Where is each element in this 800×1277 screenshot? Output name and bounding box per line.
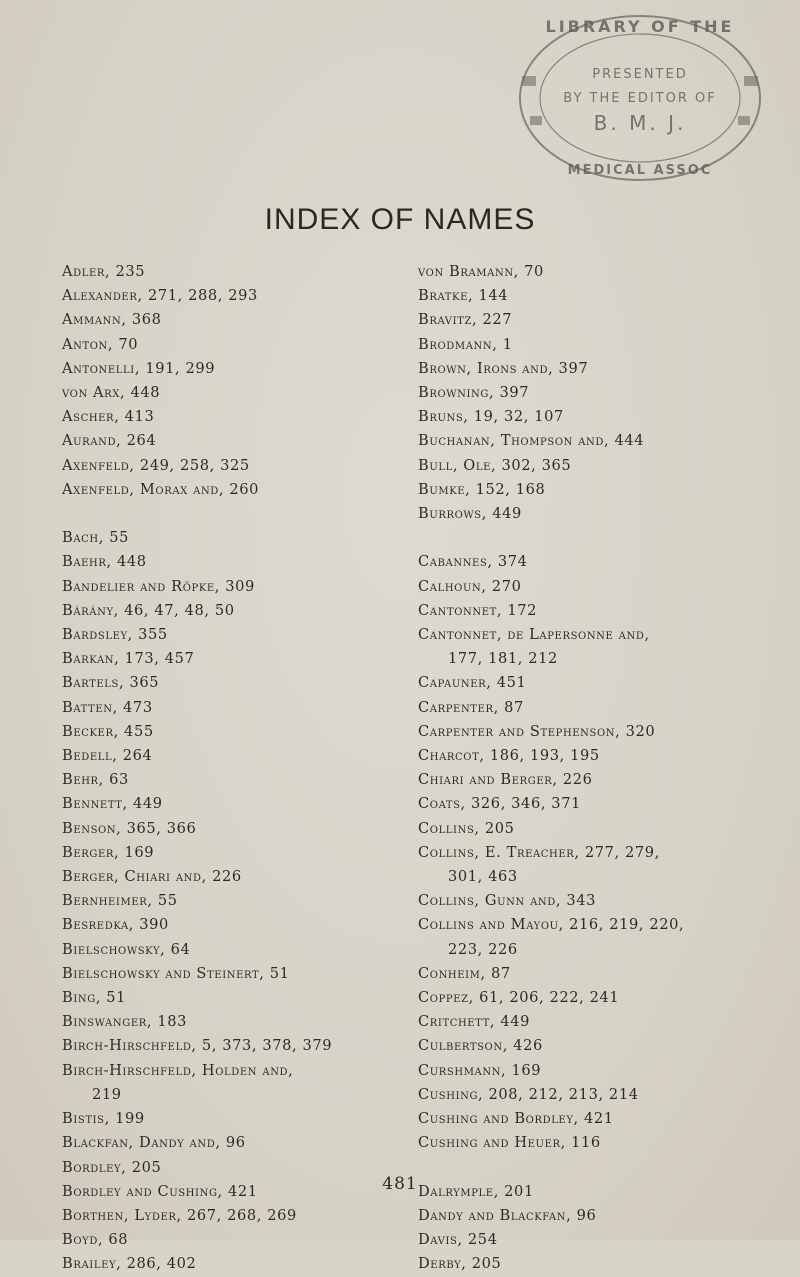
index-entry: Bordley, 205 xyxy=(62,1158,162,1176)
library-stamp-seal xyxy=(508,6,773,191)
index-entry: Critchett, 449 xyxy=(418,1013,531,1031)
index-entry: Bach, 55 xyxy=(62,529,129,547)
index-entry-continuation: 219 xyxy=(92,1085,122,1103)
index-entry: Brodmann, 1 xyxy=(418,335,513,353)
index-entry: Bardsley, 355 xyxy=(62,626,168,644)
index-entry: Becker, 455 xyxy=(62,722,154,740)
index-entry: Bing, 51 xyxy=(62,989,127,1007)
index-entry: Collins, 205 xyxy=(418,819,515,837)
index-title: INDEX OF NAMES xyxy=(264,203,536,236)
index-entry: Coppez, 61, 206, 222, 241 xyxy=(418,989,620,1007)
index-entry: Benson, 365, 366 xyxy=(62,819,197,837)
index-entry: Dandy and Blackfan, 96 xyxy=(418,1206,597,1224)
index-entry: Coats, 326, 346, 371 xyxy=(418,795,581,813)
svg-text:MEDICAL ASSOC: MEDICAL ASSOC xyxy=(567,163,713,178)
index-entry: Bedell, 264 xyxy=(62,747,153,765)
index-entry: Davis, 254 xyxy=(418,1231,498,1249)
index-entry: Derby, 205 xyxy=(418,1255,502,1273)
index-entry: Brown, Irons and, 397 xyxy=(418,359,589,377)
svg-text:B. M. J.: B. M. J. xyxy=(593,111,687,135)
index-entry-continuation: 301, 463 xyxy=(448,868,518,886)
index-entry: Adler, 235 xyxy=(62,263,146,280)
index-entry: Bravitz, 227 xyxy=(418,311,513,329)
section-gap xyxy=(62,502,392,526)
index-entry: von Arx, 448 xyxy=(62,384,161,402)
index-entry: Boyd, 68 xyxy=(62,1231,129,1249)
index-entry: Axenfeld, 249, 258, 325 xyxy=(62,456,250,474)
section-gap xyxy=(418,526,788,550)
index-entry: Conheim, 87 xyxy=(418,964,511,982)
index-entry: Axenfeld, Morax and, 260 xyxy=(62,480,260,498)
index-entry: Barkan, 173, 457 xyxy=(62,650,195,668)
index-entry: Bernheimer, 55 xyxy=(62,892,178,910)
index-entry: Bielschowsky and Steinert, 51 xyxy=(62,964,290,982)
index-entry: Carpenter and Stephenson, 320 xyxy=(418,722,656,740)
index-entry: Blackfan, Dandy and, 96 xyxy=(62,1134,246,1152)
index-entry: Burrows, 449 xyxy=(418,505,522,523)
index-right-column xyxy=(418,260,788,1277)
index-entry: Baehr, 448 xyxy=(62,553,147,571)
index-entry: Capauner, 451 xyxy=(418,674,527,692)
index-left-column xyxy=(62,260,392,1277)
index-entry: Bennett, 449 xyxy=(62,795,163,813)
index-entry: Borthen, Lyder, 267, 268, 269 xyxy=(62,1206,297,1224)
index-entry: Alexander, 271, 288, 293 xyxy=(62,287,258,305)
index-entry: Cushing and Heuer, 116 xyxy=(418,1134,601,1152)
index-entry: Cantonnet, de Lapersonne and, xyxy=(418,626,650,644)
index-entry: Ammann, 368 xyxy=(62,311,162,329)
index-entry: Brailey, 286, 402 xyxy=(62,1255,197,1273)
index-entry: Bordley and Cushing, 421 xyxy=(62,1182,258,1200)
index-entry: Batten, 473 xyxy=(62,698,153,716)
index-entry: Birch-Hirschfeld, 5, 373, 378, 379 xyxy=(62,1037,333,1055)
index-entry: Chiari and Berger, 226 xyxy=(418,771,593,789)
index-entry: Collins, E. Treacher, 277, 279, xyxy=(418,843,660,861)
index-entry: Bull, Ole, 302, 365 xyxy=(418,456,572,474)
index-entry: Bárány, 46, 47, 48, 50 xyxy=(62,601,235,619)
svg-text:LIBRARY OF THE: LIBRARY OF THE xyxy=(545,17,735,36)
index-entry: Behr, 63 xyxy=(62,771,129,789)
index-entry: Anton, 70 xyxy=(62,335,139,353)
index-entry: Cushing, 208, 212, 213, 214 xyxy=(418,1085,639,1103)
index-entry: Cushing and Bordley, 421 xyxy=(418,1110,614,1128)
index-entry: Curshmann, 169 xyxy=(418,1061,542,1079)
index-entry: Bistis, 199 xyxy=(62,1110,145,1128)
index-entry: Berger, 169 xyxy=(62,843,155,861)
index-entry: Bielschowsky, 64 xyxy=(62,940,191,958)
index-entry: Bruns, 19, 32, 107 xyxy=(418,408,564,426)
index-entry: Bandelier and Röpke, 309 xyxy=(62,577,255,595)
index-entry-continuation: 177, 181, 212 xyxy=(448,650,558,668)
index-entry: Browning, 397 xyxy=(418,384,530,402)
index-entry: Berger, Chiari and, 226 xyxy=(62,868,242,886)
index-entry: Bratke, 144 xyxy=(418,287,509,305)
index-entry: Cabannes, 374 xyxy=(418,553,528,571)
index-entry: Calhoun, 270 xyxy=(418,577,522,595)
index-entry: Culbertson, 426 xyxy=(418,1037,543,1055)
index-entry: Collins and Mayou, 216, 219, 220, xyxy=(418,916,685,934)
svg-text:PRESENTED: PRESENTED xyxy=(592,67,688,82)
index-entry: Aurand, 264 xyxy=(62,432,157,450)
index-entry: Binswanger, 183 xyxy=(62,1013,187,1031)
index-entry: Antonelli, 191, 299 xyxy=(62,359,216,377)
index-entry: Birch-Hirschfeld, Holden and, xyxy=(62,1061,294,1079)
index-entry: Buchanan, Thompson and, 444 xyxy=(418,432,645,450)
index-entry: Ascher, 413 xyxy=(62,408,155,426)
index-entry: Besredka, 390 xyxy=(62,916,169,934)
index-entry: Bartels, 365 xyxy=(62,674,160,692)
index-entry: Bumke, 152, 168 xyxy=(418,480,546,498)
index-entry: Collins, Gunn and, 343 xyxy=(418,892,597,910)
svg-text:BY THE EDITOR OF: BY THE EDITOR OF xyxy=(563,91,717,106)
index-entry-continuation: 223, 226 xyxy=(448,940,518,958)
index-entry: Dalrymple, 201 xyxy=(418,1182,534,1200)
index-entry: Cantonnet, 172 xyxy=(418,601,538,619)
index-entry: Charcot, 186, 193, 195 xyxy=(418,747,600,765)
page-number: 481 xyxy=(382,1174,418,1194)
index-entry: von Bramann, 70 xyxy=(418,263,544,280)
index-entry: Carpenter, 87 xyxy=(418,698,524,716)
library-stamp xyxy=(508,6,773,191)
